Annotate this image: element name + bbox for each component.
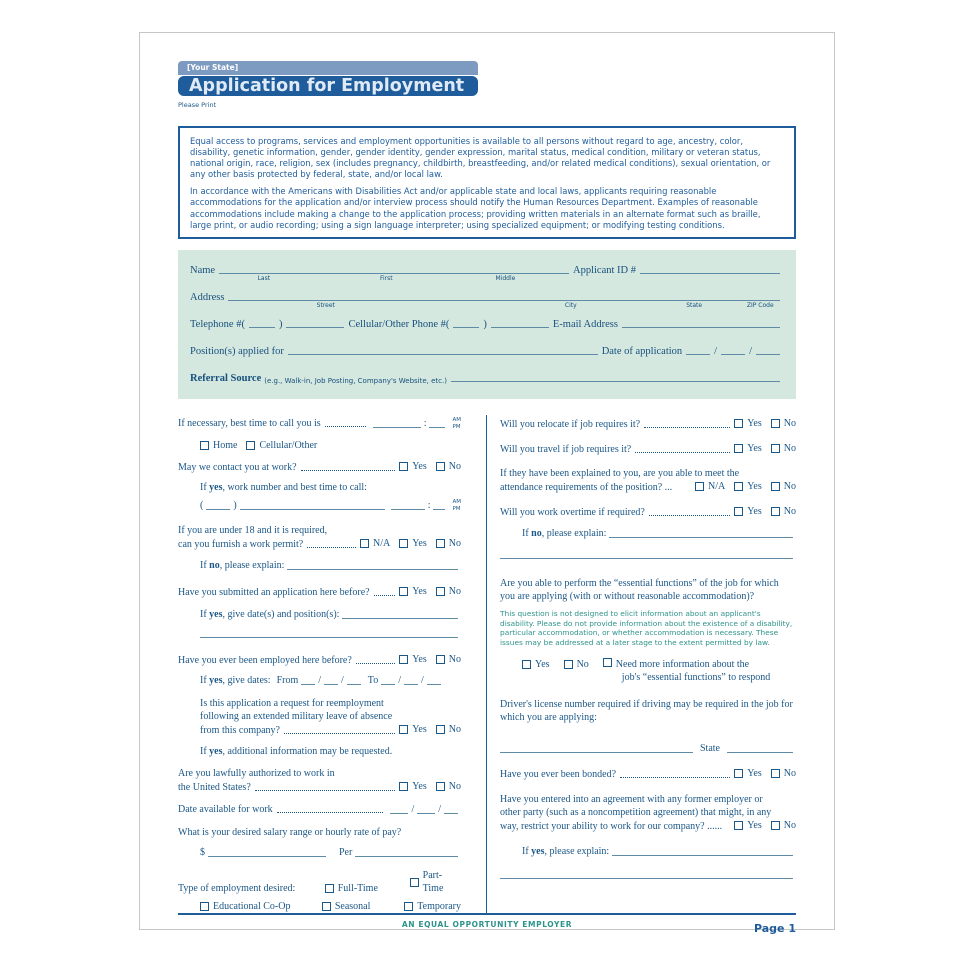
address-state-sublabel: State — [686, 301, 703, 309]
name-middle-sublabel: Middle — [495, 274, 516, 282]
telephone-field[interactable] — [286, 327, 344, 328]
slash: / — [749, 345, 752, 357]
questions-section — [178, 415, 796, 913]
noncompete-no-checkbox[interactable] — [771, 821, 780, 830]
edu-coop-checkbox[interactable] — [200, 902, 209, 911]
close-paren: ) — [278, 318, 283, 330]
reemployment-no-checkbox[interactable] — [436, 725, 445, 734]
app-date-year-field[interactable] — [756, 354, 780, 355]
noncompete-line2: other party (such as a noncompetition agreement) that might, in any — [500, 806, 772, 818]
slash: / — [438, 804, 441, 816]
travel-options — [734, 442, 796, 455]
open-paren: ( — [445, 318, 450, 330]
address-label: Address — [190, 291, 225, 303]
work-number-field[interactable] — [240, 509, 385, 510]
need-more-info-checkbox[interactable] — [603, 658, 612, 667]
overtime-yes-checkbox[interactable] — [734, 507, 743, 516]
yes-label: Yes — [747, 506, 762, 518]
name-first-sublabel: First — [380, 274, 393, 282]
yes-label: Yes — [412, 781, 427, 793]
cellular-field[interactable] — [491, 327, 549, 328]
full-time-option — [325, 882, 410, 895]
dates-positions-row — [200, 608, 461, 621]
questions-right-column — [486, 415, 796, 913]
authorized-row — [178, 780, 461, 794]
contact-at-work-options — [399, 460, 461, 473]
relocate-no-checkbox[interactable] — [771, 419, 780, 428]
questions-left-column — [178, 415, 461, 913]
home-option — [200, 439, 237, 452]
application-form-page — [139, 32, 835, 936]
yes-label: Yes — [747, 418, 762, 430]
attendance-na-checkbox[interactable] — [695, 482, 704, 491]
state-tab: [Your State] — [178, 61, 478, 75]
bonded-label: Have you ever been bonded? — [500, 768, 617, 780]
cellular-other-option — [246, 439, 317, 452]
applicant-id-field[interactable] — [640, 273, 780, 274]
yes-label: Yes — [747, 481, 762, 493]
no-label: No — [448, 654, 461, 666]
employed-no-checkbox[interactable] — [436, 655, 445, 664]
am-pm-label — [452, 499, 461, 512]
cellular-label: Cellular/Other Phone # — [348, 318, 446, 330]
email-label: E-mail Address — [552, 318, 618, 330]
travel-yes-checkbox[interactable] — [734, 444, 743, 453]
best-time-field[interactable] — [373, 427, 421, 428]
dotted-leader — [277, 812, 384, 813]
license-number-field[interactable] — [500, 752, 693, 753]
reemployment-yes-checkbox[interactable] — [399, 725, 408, 734]
submitted-before-options — [399, 585, 461, 598]
overtime-explain-continued-row — [500, 558, 796, 561]
overtime-explain-row — [522, 527, 796, 540]
relocate-row — [500, 417, 796, 431]
slash: / — [398, 675, 401, 687]
explain-text: , please explain: — [544, 845, 610, 857]
contact-at-work-label: May we contact you at work? — [178, 462, 297, 474]
dotted-leader — [325, 426, 366, 427]
dollar-sign: $ — [200, 847, 205, 859]
slash: / — [714, 345, 718, 357]
positions-field[interactable] — [288, 354, 598, 355]
am-label: AM — [452, 499, 461, 506]
to-label: To — [367, 675, 379, 687]
date-available-label: Date available for work — [178, 804, 273, 816]
available-year-field[interactable] — [444, 813, 458, 814]
yes-label: Yes — [412, 654, 427, 666]
bonded-options — [734, 767, 796, 780]
salary-amount-field[interactable] — [208, 856, 326, 857]
am-pm-label — [452, 417, 461, 430]
app-date-month-field[interactable] — [686, 354, 710, 355]
work-number-text: , work number and best time to call: — [222, 482, 367, 494]
essential-functions-question: Are you able to perform the “essential functions” of the job for which you are applying (with or without reasonable accommodation)? — [500, 578, 779, 603]
yes-bold: yes — [531, 845, 545, 857]
reemployment-line1: Is this application a request for reemployment — [200, 698, 384, 710]
slash: / — [341, 675, 344, 687]
noncompete-explain-continued-row — [500, 878, 796, 881]
address-row — [190, 291, 784, 309]
seasonal-checkbox[interactable] — [322, 902, 331, 911]
essential-functions-options-row — [522, 658, 796, 684]
contact-at-work-row — [178, 460, 461, 474]
app-date-day-field[interactable] — [721, 354, 745, 355]
yes-bold: yes — [209, 482, 223, 494]
travel-label: Will you travel if job requires it? — [500, 444, 632, 456]
no-label: No — [448, 724, 461, 736]
state-label: State — [700, 742, 720, 754]
essential-need-more-option — [603, 658, 770, 684]
per-label: Per — [339, 847, 353, 859]
dates-positions-continued-row — [200, 637, 461, 640]
employed-before-label: Have you ever been employed here before? — [178, 655, 352, 667]
pm-label: PM — [452, 423, 461, 430]
open-paren: ( — [200, 500, 204, 512]
eeo-notice-box — [178, 126, 796, 239]
part-time-label: Part-Time — [422, 870, 444, 895]
referral-source-label: Referral Source — [190, 373, 262, 384]
page-footer — [178, 913, 796, 936]
employment-type-row1 — [178, 869, 461, 895]
bonded-no-checkbox[interactable] — [771, 769, 780, 778]
essential-yes-checkbox[interactable] — [522, 660, 531, 669]
available-day-field[interactable] — [417, 813, 435, 814]
cellular-other-checkbox[interactable] — [246, 441, 255, 450]
temporary-label: Temporary — [417, 901, 461, 913]
overtime-label: Will you work overtime if required? — [500, 507, 645, 519]
yes-label: Yes — [412, 538, 427, 550]
close-paren: ) — [483, 318, 487, 330]
overtime-no-checkbox[interactable] — [771, 507, 780, 516]
phone-type-row — [200, 439, 461, 452]
cellular-other-label: Cellular/Other — [259, 440, 318, 452]
from-month-field[interactable] — [301, 684, 315, 685]
employment-type-label: Type of employment desired: — [178, 883, 296, 895]
attendance-line1: If they have been explained to you, are you able to meet the — [500, 468, 740, 480]
employed-before-row — [178, 653, 461, 667]
no-label: No — [576, 658, 589, 670]
email-field[interactable] — [622, 327, 780, 328]
work-area-code-field[interactable] — [206, 509, 230, 510]
if-label: If — [522, 528, 532, 540]
part-time-checkbox[interactable] — [410, 878, 419, 887]
positions-label: Position(s) applied for — [190, 345, 284, 357]
noncompete-options — [734, 819, 796, 832]
home-checkbox[interactable] — [200, 441, 209, 450]
employed-yes-checkbox[interactable] — [399, 655, 408, 664]
referral-row — [190, 373, 784, 385]
work-permit-no-checkbox[interactable] — [436, 539, 445, 548]
yes-label: Yes — [412, 461, 427, 473]
relocate-yes-checkbox[interactable] — [734, 419, 743, 428]
slash: / — [411, 804, 415, 816]
submitted-before-row — [178, 585, 461, 599]
page-number: Page 1 — [753, 922, 796, 936]
reemployment-options — [399, 723, 461, 736]
available-month-field[interactable] — [390, 813, 408, 814]
if-yes-work-number-note — [200, 481, 461, 494]
if-label: If — [200, 675, 210, 687]
essential-no-option — [564, 658, 589, 671]
authorized-line1: Are you lawfully authorized to work in — [178, 768, 335, 780]
noncompete-explain-row — [522, 845, 796, 858]
to-day-field[interactable] — [404, 684, 418, 685]
work-permit-label: can you furnish a work permit? — [178, 539, 304, 551]
permit-explain-field[interactable] — [287, 569, 458, 570]
no-bold: no — [531, 528, 542, 540]
work-time-minutes-field[interactable] — [433, 509, 445, 510]
authorized-label: the United States? — [178, 782, 251, 794]
open-paren: ( — [241, 318, 245, 330]
no-label: No — [783, 418, 796, 430]
salary-question: What is your desired salary range or hourly rate of pay? — [178, 827, 402, 839]
dates-positions-text: , give date(s) and position(s): — [222, 609, 340, 621]
eeo-paragraph-1: Equal access to programs, services and employment opportunities is available to all persons without regard to age, ancestry, color, disability, genetic information, gender, gender identity, gender expression, marital status, medical condition, military or veteran status, national origin, race, religion, sex (includes pregnancy, childbirth, breastfeeding, and/or related medical conditions), sexual orientation, or any other basis protected by federal, state, and/or local law. — [190, 136, 771, 180]
authorized-no-checkbox[interactable] — [436, 782, 445, 791]
address-field[interactable] — [228, 300, 780, 309]
no-label: No — [783, 506, 796, 518]
dotted-leader — [255, 790, 395, 791]
yes-label: Yes — [747, 767, 762, 779]
attendance-no-checkbox[interactable] — [771, 482, 780, 491]
under-18-line1: If you are under 18 and it is required, — [178, 525, 328, 537]
dotted-leader — [374, 595, 396, 596]
overtime-options — [734, 505, 796, 518]
dotted-leader — [644, 427, 730, 428]
travel-no-checkbox[interactable] — [771, 444, 780, 453]
work-number-row — [200, 499, 461, 512]
salary-period-field[interactable] — [355, 856, 458, 857]
explain-text: , please explain: — [219, 560, 285, 572]
if-label: If — [200, 746, 210, 758]
colon: : — [423, 418, 427, 430]
yes-label: Yes — [412, 586, 427, 598]
permit-explain-row — [200, 559, 461, 572]
address-city-sublabel: City — [564, 301, 577, 309]
no-label: No — [448, 781, 461, 793]
no-label: No — [448, 538, 461, 550]
work-permit-yes-checkbox[interactable] — [399, 539, 408, 548]
am-label: AM — [452, 417, 461, 424]
additional-info-text: , additional information may be requested. — [222, 746, 393, 758]
telephone-area-field[interactable] — [249, 327, 275, 328]
noncompete-explain-continued-field[interactable] — [500, 878, 793, 879]
no-label: No — [783, 481, 796, 493]
dotted-leader — [284, 733, 395, 734]
close-paren: ) — [233, 500, 237, 512]
yes-bold: yes — [209, 675, 223, 687]
contact-work-no-checkbox[interactable] — [436, 462, 445, 471]
attendance-row — [500, 480, 796, 494]
authorized-options — [399, 780, 461, 793]
attendance-yes-checkbox[interactable] — [734, 482, 743, 491]
full-time-label: Full-Time — [337, 883, 378, 895]
work-permit-options — [360, 537, 461, 550]
please-print-note: Please Print — [178, 101, 217, 109]
yes-label: Yes — [747, 819, 762, 831]
additional-info-note — [200, 745, 461, 758]
yes-label: Yes — [412, 724, 427, 736]
na-label: N/A — [372, 538, 391, 550]
dotted-leader — [649, 515, 730, 516]
drivers-license-question: Driver's license number required if driving may be required in the job for which you are applying: — [500, 698, 793, 723]
dotted-leader — [635, 452, 730, 453]
from-year-field[interactable] — [347, 684, 361, 685]
employed-before-options — [399, 653, 461, 666]
noncompete-label: way, restrict your ability to work for our company? ...... — [500, 820, 723, 832]
address-street-sublabel: Street — [316, 301, 335, 309]
no-label: No — [783, 819, 796, 831]
to-year-field[interactable] — [427, 684, 441, 685]
date-available-row — [178, 803, 461, 816]
home-label: Home — [213, 440, 238, 452]
yes-bold: yes — [209, 746, 223, 758]
best-time-row — [178, 417, 461, 430]
page-title: Application for Employment — [178, 76, 478, 96]
yes-label: Yes — [747, 443, 762, 455]
need-more-line1: Need more information about the — [615, 658, 750, 670]
need-more-info-label — [616, 658, 770, 684]
if-label: If — [200, 560, 210, 572]
dotted-leader — [307, 547, 356, 548]
name-label: Name — [190, 264, 216, 276]
noncompete-line1: Have you entered into an agreement with any former employer or — [500, 793, 763, 805]
best-time-minutes-field[interactable] — [429, 427, 445, 428]
license-row — [500, 742, 796, 755]
no-label: No — [783, 767, 796, 779]
no-label: No — [783, 443, 796, 455]
name-field[interactable] — [219, 273, 569, 282]
name-last-sublabel: Last — [257, 274, 271, 282]
essential-yes-option — [522, 658, 550, 671]
no-label: No — [448, 461, 461, 473]
noncompete-yes-checkbox[interactable] — [734, 821, 743, 830]
essential-functions-disclaimer: This question is not designed to elicit information about an applicant's disability. Please do not provide information about the existence of a disability, particular accommodation, or whether accommodation is necessary. These issues may be addressed at a later stage to the extent permitted by law. — [500, 609, 793, 647]
phone-row — [190, 319, 784, 331]
reemployment-row — [200, 723, 461, 737]
authorized-yes-checkbox[interactable] — [399, 782, 408, 791]
seasonal-label: Seasonal — [334, 901, 371, 913]
noncompete-row — [500, 819, 796, 833]
referral-source-field[interactable] — [451, 381, 780, 382]
submitted-yes-checkbox[interactable] — [399, 587, 408, 596]
eeo-paragraph-2: In accordance with the Americans with Disabilities Act and/or applicable state and local laws, applicants requiring reasonable accommodations for the application and/or interview process should notify the Human Resources Department. Examples of reasonable accommodations include making a change to the application process; providing written materials in an alternate format such as braille, large print, or audio recording; using a sign language interpreter; using specialized equipment; or modifying testing conditions. — [190, 186, 761, 230]
submitted-no-checkbox[interactable] — [436, 587, 445, 596]
if-label: If — [200, 609, 210, 621]
submitted-before-label: Have you submitted an application here before? — [178, 587, 370, 599]
reemployment-label: from this company? — [200, 725, 280, 737]
essential-no-checkbox[interactable] — [564, 660, 573, 669]
give-dates-text: , give dates: — [222, 675, 271, 687]
if-label: If — [200, 482, 210, 494]
need-more-line2: job's “essential functions” to respond — [621, 671, 771, 683]
salary-row — [200, 846, 461, 859]
dotted-leader — [356, 663, 395, 664]
yes-label: Yes — [535, 658, 550, 670]
position-row — [190, 346, 784, 358]
colon: : — [427, 500, 431, 512]
bonded-row — [500, 767, 796, 781]
dotted-leader — [301, 470, 396, 471]
contact-work-yes-checkbox[interactable] — [399, 462, 408, 471]
dotted-leader — [620, 777, 730, 778]
slash: / — [318, 675, 322, 687]
yes-bold: yes — [209, 609, 223, 621]
employment-dates-row — [200, 674, 461, 687]
license-state-field[interactable] — [727, 752, 793, 753]
name-row — [190, 264, 784, 282]
no-bold: no — [209, 560, 220, 572]
slash: / — [421, 675, 424, 687]
overtime-explain-continued-field[interactable] — [500, 558, 793, 559]
address-zip-sublabel: ZIP Code — [746, 301, 774, 309]
equal-opportunity-label: AN EQUAL OPPORTUNITY EMPLOYER — [401, 920, 573, 930]
noncompete-explain-field[interactable] — [612, 855, 793, 856]
relocate-label: Will you relocate if job requires it? — [500, 419, 641, 431]
attendance-options — [695, 480, 796, 493]
no-label: No — [448, 586, 461, 598]
best-time-label: If necessary, best time to call you is — [178, 418, 321, 430]
from-day-field[interactable] — [324, 684, 338, 685]
seasonal-option — [322, 900, 404, 913]
applicant-id-label: Applicant ID # — [573, 264, 636, 276]
employment-type-row2 — [200, 900, 461, 913]
work-permit-row — [178, 537, 461, 551]
work-permit-na-checkbox[interactable] — [360, 539, 369, 548]
dates-positions-field[interactable] — [342, 618, 458, 619]
pm-label: PM — [452, 505, 461, 512]
temporary-checkbox[interactable] — [404, 902, 413, 911]
na-label: N/A — [707, 481, 726, 493]
dates-positions-continued-field[interactable] — [200, 637, 458, 638]
edu-coop-option — [200, 900, 322, 913]
telephone-label: Telephone # — [190, 318, 242, 330]
applicant-identity-section — [178, 250, 796, 399]
from-label: From — [276, 675, 299, 687]
referral-source-hint: (e.g., Walk-in, Job Posting, Company's Website, etc.) — [264, 377, 447, 386]
relocate-options — [734, 417, 796, 430]
work-time-field[interactable] — [391, 509, 425, 510]
cellular-area-field[interactable] — [453, 327, 479, 328]
travel-row — [500, 442, 796, 456]
to-month-field[interactable] — [381, 684, 395, 685]
date-of-application-label: Date of application — [601, 345, 683, 357]
reemployment-line2: following an extended military leave of absence — [200, 711, 393, 723]
explain-text: , please explain: — [541, 528, 607, 540]
bonded-yes-checkbox[interactable] — [734, 769, 743, 778]
full-time-checkbox[interactable] — [325, 884, 334, 893]
overtime-explain-field[interactable] — [609, 537, 793, 538]
if-label: If — [522, 845, 532, 857]
edu-coop-label: Educational Co-Op — [213, 901, 291, 913]
overtime-row — [500, 505, 796, 519]
part-time-option — [410, 869, 461, 895]
temporary-option — [404, 900, 461, 913]
attendance-label: attendance requirements of the position? ... — [500, 482, 673, 494]
